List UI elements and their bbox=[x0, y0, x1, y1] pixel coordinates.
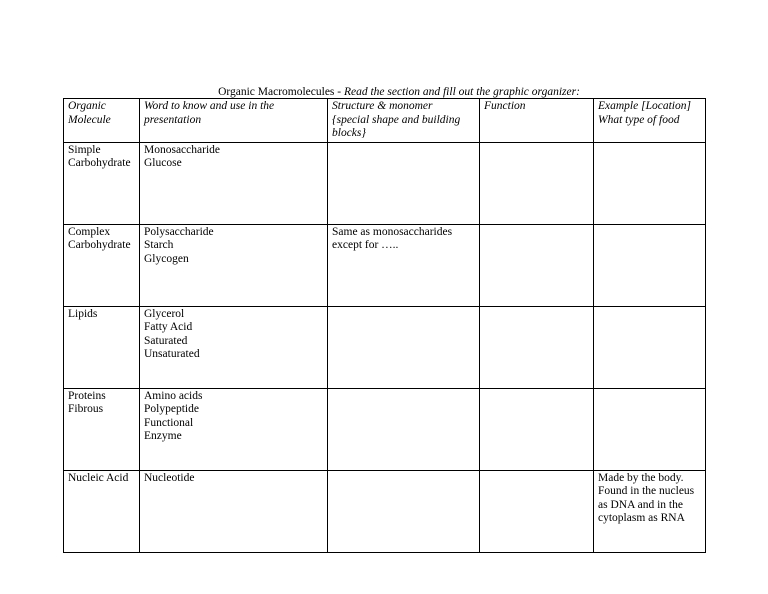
words-cell: Monosaccharide Glucose bbox=[140, 142, 328, 224]
header-example: Example [Location] What type of food bbox=[594, 99, 706, 143]
table-row bbox=[64, 306, 706, 388]
table-row bbox=[64, 470, 706, 552]
words-cell: Glycerol Fatty Acid Saturated Unsaturated bbox=[140, 306, 328, 388]
molecule-cell: Proteins Fibrous bbox=[64, 388, 140, 470]
graphic-organizer-table bbox=[63, 98, 706, 553]
structure-cell[interactable] bbox=[328, 388, 480, 470]
structure-cell[interactable]: Same as monosaccharides except for ….. bbox=[328, 224, 480, 306]
molecule-cell: Nucleic Acid bbox=[64, 470, 140, 552]
words-cell: Nucleotide bbox=[140, 470, 328, 552]
header-function: Function bbox=[480, 99, 594, 143]
structure-cell[interactable] bbox=[328, 470, 480, 552]
function-cell[interactable] bbox=[480, 224, 594, 306]
molecule-cell: Complex Carbohydrate bbox=[64, 224, 140, 306]
words-cell: Amino acids Polypeptide Functional Enzyme bbox=[140, 388, 328, 470]
table-row bbox=[64, 388, 706, 470]
function-cell[interactable] bbox=[480, 306, 594, 388]
structure-cell[interactable] bbox=[328, 142, 480, 224]
function-cell[interactable] bbox=[480, 470, 594, 552]
example-cell[interactable]: Made by the body. Found in the nucleus as DNA and in the cytoplasm as RNA bbox=[594, 470, 706, 552]
title-instruction: Read the section and fill out the graphic organizer: bbox=[343, 86, 580, 98]
header-structure-monomer: Structure & monomer {special shape and building blocks} bbox=[328, 99, 480, 143]
header-row bbox=[64, 99, 706, 143]
header-word-to-know: Word to know and use in the presentation bbox=[140, 99, 328, 143]
molecule-cell: Lipids bbox=[64, 306, 140, 388]
structure-cell[interactable] bbox=[328, 306, 480, 388]
page-title bbox=[0, 85, 768, 99]
table-row bbox=[64, 142, 706, 224]
table-row bbox=[64, 224, 706, 306]
example-cell[interactable] bbox=[594, 224, 706, 306]
words-cell: Polysaccharide Starch Glycogen bbox=[140, 224, 328, 306]
header-organic-molecule: Organic Molecule bbox=[64, 99, 140, 143]
title-text: Organic Macromolecules - bbox=[218, 86, 344, 98]
function-cell[interactable] bbox=[480, 388, 594, 470]
example-cell[interactable] bbox=[594, 142, 706, 224]
molecule-cell: Simple Carbohydrate bbox=[64, 142, 140, 224]
example-cell[interactable] bbox=[594, 306, 706, 388]
example-cell[interactable] bbox=[594, 388, 706, 470]
function-cell[interactable] bbox=[480, 142, 594, 224]
